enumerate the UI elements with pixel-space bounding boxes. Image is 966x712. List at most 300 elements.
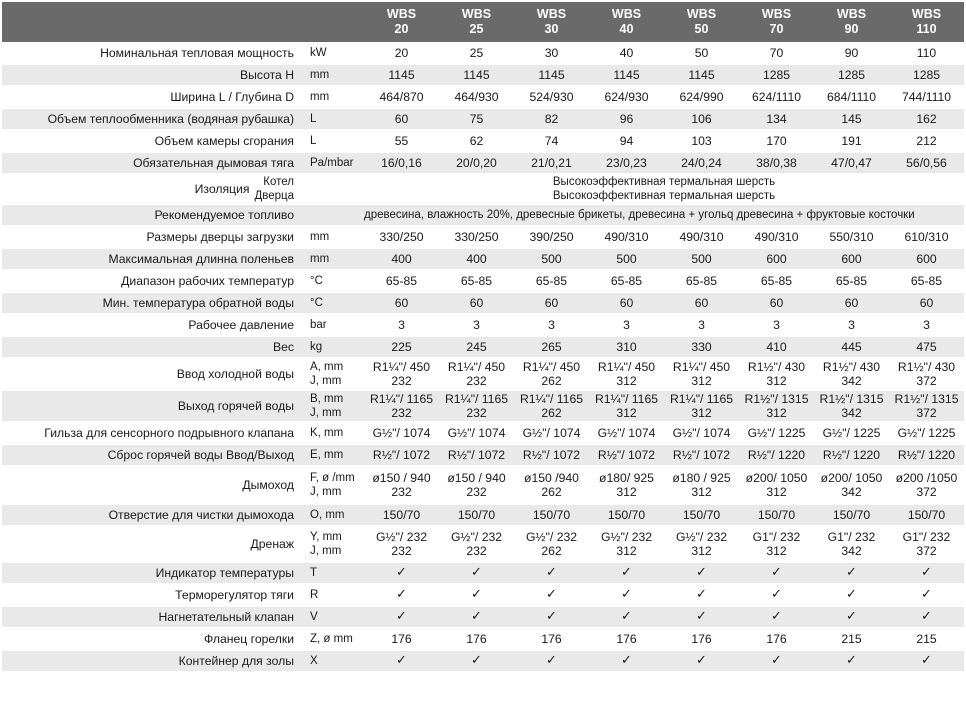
row-value: 330/250 <box>364 226 439 248</box>
row-value: G½"/ 1074 <box>664 422 739 444</box>
row-value-line-1: ø200/ 1050 <box>820 471 883 485</box>
row-value-line-2: 262 <box>541 374 562 388</box>
row-value: R½"/ 1220 <box>739 444 814 466</box>
row-value: 225 <box>364 336 439 358</box>
row-value: 400 <box>439 248 514 270</box>
row-value-line-1: G½"/ 232 <box>525 530 578 544</box>
table-row <box>2 42 964 64</box>
row-value <box>739 466 814 504</box>
row-value <box>439 358 514 390</box>
row-value: 265 <box>514 336 589 358</box>
table-row <box>2 526 964 562</box>
row-value: 500 <box>589 248 664 270</box>
row-value-line-1: R1½"/ 430 <box>822 360 881 374</box>
row-unit: mm <box>302 86 364 108</box>
row-value: 524/930 <box>514 86 589 108</box>
row-unit: L <box>302 108 364 130</box>
row-value <box>514 390 589 422</box>
row-value: 1285 <box>889 64 964 86</box>
row-value: 600 <box>739 248 814 270</box>
row-value <box>514 466 589 504</box>
row-value: 3 <box>364 314 439 336</box>
row-value: 390/250 <box>514 226 589 248</box>
row-value: 60 <box>664 292 739 314</box>
row-value: 410 <box>739 336 814 358</box>
row-value: 1145 <box>589 64 664 86</box>
row-value-line-2: 232 <box>466 544 487 558</box>
check-icon: ✓ <box>514 584 589 606</box>
check-icon: ✓ <box>589 584 664 606</box>
row-unit-line-2: J, mm <box>310 407 342 419</box>
row-value: 1145 <box>664 64 739 86</box>
check-icon: ✓ <box>889 650 964 672</box>
row-value: 600 <box>889 248 964 270</box>
row-value-line-2: 232 <box>466 406 487 420</box>
row-value-line-2: 372 <box>916 406 937 420</box>
row-value-line-2: 232 <box>391 406 412 420</box>
check-icon: ✓ <box>364 606 439 628</box>
row-label: Объем камеры сгорания <box>2 130 302 152</box>
table-row <box>2 358 964 390</box>
check-icon: ✓ <box>664 562 739 584</box>
row-value: 445 <box>814 336 889 358</box>
check-icon: ✓ <box>514 650 589 672</box>
row-value-line-1: ø200/ 1050 <box>745 471 808 485</box>
row-value: 60 <box>364 108 439 130</box>
check-icon: ✓ <box>664 650 739 672</box>
row-value: 176 <box>739 628 814 650</box>
row-value: 176 <box>664 628 739 650</box>
row-value <box>664 526 739 562</box>
table-row <box>2 628 964 650</box>
row-label: Сброс горячей воды Ввод/Выход <box>2 444 302 466</box>
row-label <box>2 174 302 204</box>
row-unit: bar <box>302 314 364 336</box>
header-row <box>2 2 964 42</box>
row-value: 40 <box>589 42 664 64</box>
row-value: R½"/ 1072 <box>439 444 514 466</box>
row-value-line-2: 342 <box>841 406 862 420</box>
row-unit: Z, ø mm <box>302 628 364 650</box>
row-value: G½"/ 1074 <box>364 422 439 444</box>
model-header-8 <box>889 2 964 42</box>
table-row <box>2 650 964 672</box>
row-value: 90 <box>814 42 889 64</box>
row-label: Диапазон рабочих температур <box>2 270 302 292</box>
row-value: 150/70 <box>664 504 739 526</box>
row-label: Выход горячей воды <box>2 390 302 422</box>
check-icon: ✓ <box>739 562 814 584</box>
row-unit: °C <box>302 292 364 314</box>
check-icon: ✓ <box>589 606 664 628</box>
row-value: 38/0,38 <box>739 152 814 174</box>
row-value-line-1: ø150 / 940 <box>447 471 506 485</box>
row-value: 1145 <box>514 64 589 86</box>
row-value: 60 <box>889 292 964 314</box>
model-header-1 <box>364 2 439 42</box>
row-value <box>589 358 664 390</box>
row-value: 60 <box>364 292 439 314</box>
row-value: 47/0,47 <box>814 152 889 174</box>
row-label: Отверстие для чистки дымохода <box>2 504 302 526</box>
row-value: 500 <box>664 248 739 270</box>
row-unit-line-1: B, mm <box>310 393 344 405</box>
row-value: 330/250 <box>439 226 514 248</box>
check-icon: ✓ <box>814 562 889 584</box>
row-value: 3 <box>739 314 814 336</box>
row-unit: kg <box>302 336 364 358</box>
row-value: R½"/ 1220 <box>889 444 964 466</box>
row-value: 110 <box>889 42 964 64</box>
row-unit-line-1: A, mm <box>310 361 344 373</box>
row-label: Обязательная дымовая тяга <box>2 152 302 174</box>
row-value-line-1: G1"/ 232 <box>827 530 876 544</box>
row-value: R½"/ 1220 <box>814 444 889 466</box>
row-value: 65-85 <box>439 270 514 292</box>
row-value: 600 <box>814 248 889 270</box>
row-value: 3 <box>814 314 889 336</box>
row-value: 75 <box>439 108 514 130</box>
row-value: 20/0,20 <box>439 152 514 174</box>
row-value <box>664 390 739 422</box>
row-value-line-1: R1¼"/ 450 <box>447 360 506 374</box>
row-unit: L <box>302 130 364 152</box>
row-value: G½"/ 1225 <box>739 422 814 444</box>
row-value: 65-85 <box>589 270 664 292</box>
row-value: 310 <box>589 336 664 358</box>
row-value: R½"/ 1072 <box>514 444 589 466</box>
row-unit <box>302 358 364 390</box>
row-value: 176 <box>364 628 439 650</box>
row-value-line-1: G1"/ 232 <box>902 530 951 544</box>
row-unit: V <box>302 606 364 628</box>
row-value: 150/70 <box>889 504 964 526</box>
row-value <box>364 390 439 422</box>
model-number: 20 <box>394 22 409 36</box>
row-value: 245 <box>439 336 514 358</box>
row-value-line-1: R1½"/ 430 <box>747 360 806 374</box>
model-number: 50 <box>694 22 709 36</box>
row-value: 215 <box>814 628 889 650</box>
row-label: Индикатор температуры <box>2 562 302 584</box>
row-value <box>889 526 964 562</box>
row-unit: mm <box>302 248 364 270</box>
table-row <box>2 130 964 152</box>
row-value: 134 <box>739 108 814 130</box>
row-unit: mm <box>302 64 364 86</box>
row-value: 684/1110 <box>814 86 889 108</box>
insulation-sublabels <box>254 175 294 203</box>
row-value-line-1: R1¼"/ 1165 <box>444 392 509 406</box>
row-value: 82 <box>514 108 589 130</box>
row-value-line-1: ø180/ 925 <box>599 471 654 485</box>
row-value: 3 <box>664 314 739 336</box>
table-row <box>2 86 964 108</box>
row-value-line-1: R1½"/ 430 <box>897 360 956 374</box>
check-icon: ✓ <box>514 606 589 628</box>
row-value: 215 <box>889 628 964 650</box>
check-icon: ✓ <box>739 650 814 672</box>
row-value: 744/1110 <box>889 86 964 108</box>
row-value <box>589 466 664 504</box>
row-value: 500 <box>514 248 589 270</box>
row-label: Гильза для сенсорного подрывного клапана <box>2 422 302 444</box>
row-label: Номинальная тепловая мощность <box>2 42 302 64</box>
row-value: 25 <box>439 42 514 64</box>
model-header-2 <box>439 2 514 42</box>
row-value: 170 <box>739 130 814 152</box>
row-value: 60 <box>439 292 514 314</box>
row-unit-line-2: J, mm <box>310 375 342 387</box>
model-number: 40 <box>619 22 634 36</box>
row-value <box>739 526 814 562</box>
row-value: 103 <box>664 130 739 152</box>
row-value: 3 <box>889 314 964 336</box>
row-value: 150/70 <box>814 504 889 526</box>
row-value: 624/1110 <box>739 86 814 108</box>
row-value: 96 <box>589 108 664 130</box>
row-value-line-1: ø150 / 940 <box>372 471 431 485</box>
check-icon: ✓ <box>439 584 514 606</box>
row-label: Ширина L / Глубина D <box>2 86 302 108</box>
check-icon: ✓ <box>664 606 739 628</box>
row-value-line-2: 232 <box>391 374 412 388</box>
row-label: Дренаж <box>2 526 302 562</box>
row-value: 624/930 <box>589 86 664 108</box>
row-unit: K, mm <box>302 422 364 444</box>
row-unit: kW <box>302 42 364 64</box>
row-value: 65-85 <box>664 270 739 292</box>
row-value-line-1: G1"/ 232 <box>752 530 801 544</box>
row-value: 550/310 <box>814 226 889 248</box>
row-label: Рабочее давление <box>2 314 302 336</box>
row-unit <box>302 466 364 504</box>
table-row <box>2 292 964 314</box>
sublabel-boiler: Котел <box>263 176 294 188</box>
row-value <box>664 466 739 504</box>
row-label: Высота H <box>2 64 302 86</box>
check-icon: ✓ <box>889 562 964 584</box>
row-unit: °C <box>302 270 364 292</box>
insulation-door-text: Высокоэффективная термальная шерсть <box>552 190 776 202</box>
row-value <box>514 358 589 390</box>
model-series: WBS <box>461 7 492 21</box>
row-value-line-2: 312 <box>616 374 637 388</box>
row-unit: E, mm <box>302 444 364 466</box>
row-value: 65-85 <box>514 270 589 292</box>
row-value: 1145 <box>439 64 514 86</box>
row-value: 60 <box>589 292 664 314</box>
row-value-line-1: G½"/ 232 <box>450 530 503 544</box>
row-value: 56/0,56 <box>889 152 964 174</box>
row-value <box>889 466 964 504</box>
row-value <box>439 390 514 422</box>
row-value: 150/70 <box>439 504 514 526</box>
row-value <box>814 466 889 504</box>
row-value <box>364 526 439 562</box>
row-value: 70 <box>739 42 814 64</box>
check-icon: ✓ <box>364 562 439 584</box>
check-icon: ✓ <box>814 606 889 628</box>
row-value: 106 <box>664 108 739 130</box>
row-value: 60 <box>739 292 814 314</box>
check-icon: ✓ <box>739 584 814 606</box>
row-value <box>514 526 589 562</box>
spec-table-body <box>2 42 964 672</box>
table-row <box>2 422 964 444</box>
row-unit-line-1: F, ø /mm <box>310 472 355 484</box>
check-icon: ✓ <box>439 606 514 628</box>
row-value: 65-85 <box>814 270 889 292</box>
row-value: 212 <box>889 130 964 152</box>
row-span-value: древесина, влажность 20%, древесные брикеты, древесина + угольq древесина + фруктовые косточки <box>364 204 964 226</box>
spec-table <box>2 2 964 673</box>
row-value: 65-85 <box>364 270 439 292</box>
model-number: 70 <box>769 22 784 36</box>
row-unit-line-1: Y, mm <box>310 531 342 543</box>
row-label-text: Изоляция <box>194 182 250 196</box>
row-label: Терморегулятор тяги <box>2 584 302 606</box>
row-value: 1285 <box>739 64 814 86</box>
check-icon: ✓ <box>439 650 514 672</box>
check-icon: ✓ <box>589 650 664 672</box>
row-value: 3 <box>514 314 589 336</box>
row-value-line-1: R1½"/ 1315 <box>894 392 959 406</box>
row-value: 176 <box>589 628 664 650</box>
row-value-line-2: 312 <box>691 485 712 499</box>
row-value <box>439 466 514 504</box>
row-value-line-2: 262 <box>541 544 562 558</box>
row-value: 3 <box>589 314 664 336</box>
row-value: G½"/ 1225 <box>814 422 889 444</box>
row-value: 21/0,21 <box>514 152 589 174</box>
row-value <box>739 358 814 390</box>
model-header-7 <box>814 2 889 42</box>
row-value-line-2: 312 <box>616 406 637 420</box>
row-label: Нагнетательный клапан <box>2 606 302 628</box>
row-value: 24/0,24 <box>664 152 739 174</box>
row-value <box>889 358 964 390</box>
row-value-line-1: R1½"/ 1315 <box>744 392 809 406</box>
row-value: 191 <box>814 130 889 152</box>
row-value-line-2: 342 <box>841 485 862 499</box>
row-value-line-2: 372 <box>916 374 937 388</box>
row-value: 150/70 <box>364 504 439 526</box>
row-value: 62 <box>439 130 514 152</box>
row-value: 400 <box>364 248 439 270</box>
row-unit <box>302 390 364 422</box>
row-value: 490/310 <box>589 226 664 248</box>
row-value: R½"/ 1072 <box>589 444 664 466</box>
row-value-line-1: G½"/ 232 <box>375 530 428 544</box>
row-value-line-2: 312 <box>616 485 637 499</box>
row-value <box>364 358 439 390</box>
insulation-label-group <box>195 175 294 203</box>
model-series: WBS <box>836 7 867 21</box>
row-value: 490/310 <box>664 226 739 248</box>
row-value: 50 <box>664 42 739 64</box>
row-value-line-2: 372 <box>916 485 937 499</box>
table-row <box>2 390 964 422</box>
row-value: 23/0,23 <box>589 152 664 174</box>
header-label-cell <box>2 2 302 42</box>
spec-table-header <box>2 2 964 42</box>
model-number: 30 <box>544 22 559 36</box>
check-icon: ✓ <box>739 606 814 628</box>
row-value-line-2: 342 <box>841 374 862 388</box>
row-value: 60 <box>514 292 589 314</box>
row-value-line-1: R1¼"/ 450 <box>672 360 731 374</box>
row-value <box>664 358 739 390</box>
row-value-line-1: ø150 /940 <box>524 471 579 485</box>
model-header-5 <box>664 2 739 42</box>
row-value-line-2: 312 <box>766 544 787 558</box>
row-value: 610/310 <box>889 226 964 248</box>
row-value: 150/70 <box>739 504 814 526</box>
model-number: 25 <box>469 22 484 36</box>
row-value-line-2: 262 <box>541 485 562 499</box>
model-number: 90 <box>844 22 859 36</box>
row-label: Фланец горелки <box>2 628 302 650</box>
row-value-line-2: 312 <box>691 374 712 388</box>
row-value: 150/70 <box>589 504 664 526</box>
row-label: Ввод холодной воды <box>2 358 302 390</box>
model-series: WBS <box>686 7 717 21</box>
row-value: R½"/ 1072 <box>664 444 739 466</box>
row-value: 65-85 <box>739 270 814 292</box>
row-value: G½"/ 1074 <box>514 422 589 444</box>
row-unit <box>302 204 364 226</box>
row-value <box>889 390 964 422</box>
model-series: WBS <box>611 7 642 21</box>
row-value <box>589 390 664 422</box>
row-label: Рекомендуемое топливо <box>2 204 302 226</box>
row-value <box>439 526 514 562</box>
check-icon: ✓ <box>814 584 889 606</box>
table-row <box>2 584 964 606</box>
model-series: WBS <box>761 7 792 21</box>
row-value-line-2: 312 <box>616 544 637 558</box>
row-value: G½"/ 1074 <box>439 422 514 444</box>
row-label: Дымоход <box>2 466 302 504</box>
table-row <box>2 248 964 270</box>
check-icon: ✓ <box>589 562 664 584</box>
row-value: 176 <box>514 628 589 650</box>
row-value-line-1: R1¼"/ 1165 <box>369 392 434 406</box>
table-row <box>2 108 964 130</box>
table-row <box>2 504 964 526</box>
sublabel-door: Дверца <box>254 190 294 202</box>
row-value: R½"/ 1072 <box>364 444 439 466</box>
row-value: 20 <box>364 42 439 64</box>
model-series: WBS <box>911 7 942 21</box>
table-row <box>2 336 964 358</box>
row-value: 624/990 <box>664 86 739 108</box>
table-row <box>2 466 964 504</box>
row-value-line-1: G½"/ 232 <box>675 530 728 544</box>
row-value-line-2: 262 <box>541 406 562 420</box>
model-number: 110 <box>916 22 937 36</box>
row-value <box>814 390 889 422</box>
row-value: 145 <box>814 108 889 130</box>
check-icon: ✓ <box>664 584 739 606</box>
row-label: Размеры дверцы загрузки <box>2 226 302 248</box>
table-row <box>2 314 964 336</box>
row-value: G½"/ 1074 <box>589 422 664 444</box>
row-value <box>364 466 439 504</box>
row-value <box>739 390 814 422</box>
row-value-line-1: R1½"/ 1315 <box>819 392 884 406</box>
